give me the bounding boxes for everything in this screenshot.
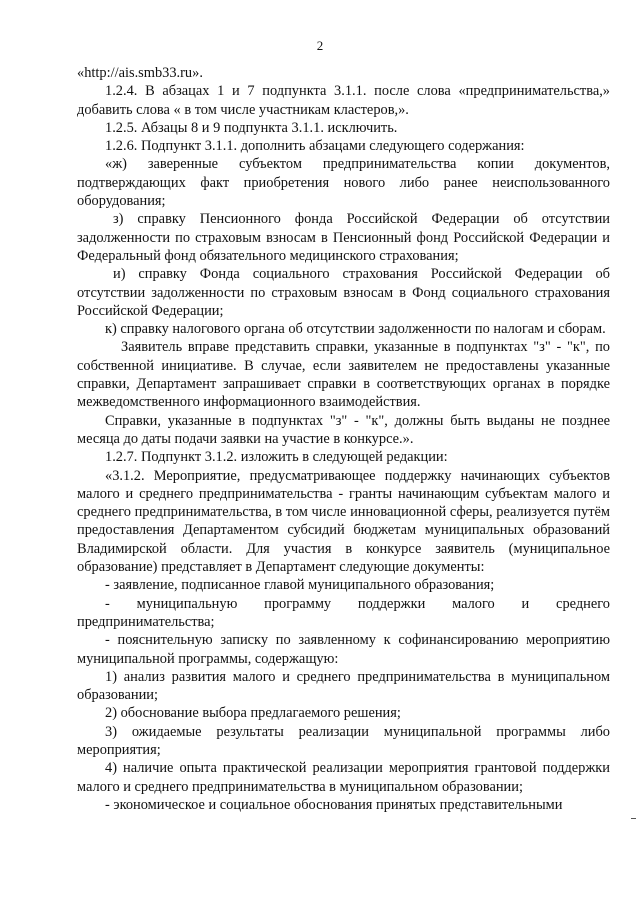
- document-body: [77, 64, 610, 814]
- list-item-justification: 2) обоснование выбора предлагаемого решения;: [105, 705, 401, 722]
- paragraph-item-k: к) справку налогового органа об отсутствии задолженности по налогам и сборам.: [105, 321, 606, 338]
- paragraph-item-i: и) справку Фонда социального страхования Российской Федерации об отсутствии задолженности по страховым взносам в Фонд социального страхования Российской Федерации;: [77, 266, 610, 319]
- scan-artifact: [631, 818, 636, 819]
- paragraph-url: «http://ais.smb33.ru».: [77, 65, 203, 81]
- paragraph-1-2-4: 1.2.4. В абзацах 1 и 7 подпункта 3.1.1. после слова «предпринимательства,» добавить слова « в том числе участникам кластеров,».: [77, 83, 610, 118]
- paragraph-item-zh: «ж) заверенные субъектом предпринимательства копии документов, подтверждающих факт приобретения нового либо ранее неиспользованного оборудования;: [77, 156, 610, 210]
- list-item-municipal-program: - муниципальную программу поддержки малого и среднего предпринимательства;: [77, 595, 610, 630]
- list-item-experience: 4) наличие опыта практической реализации мероприятия грантовой поддержки малого и среднего предпринимательства в муниципальном образовании;: [77, 760, 610, 795]
- paragraph-1-2-6: 1.2.6. Подпункт 3.1.1. дополнить абзацами следующего содержания:: [105, 138, 525, 155]
- paragraph-certificates-deadline: Справки, указанные в подпунктах "з" - "к", должны быть выданы не позднее месяца до даты подачи заявки на участие в конкурсе.».: [77, 412, 610, 447]
- paragraph-1-2-7: 1.2.7. Подпункт 3.1.2. изложить в следующей редакции:: [105, 449, 448, 466]
- list-item-analysis: 1) анализ развития малого и среднего предпринимательства в муниципальном образовании;: [77, 668, 610, 704]
- list-item-explanatory-note: - пояснительную записку по заявленному к софинансированию мероприятию муниципальной программы, содержащую:: [77, 632, 610, 667]
- list-item-economic-justification: - экономическое и социальное обоснования принятых представительными: [105, 796, 563, 813]
- list-item-expected-results: 3) ожидаемые результаты реализации муниципальной программы либо мероприятия;: [77, 723, 610, 758]
- paragraph-applicant-right: Заявитель вправе представить справки, указанные в подпунктах "з" - "к", по собственной инициативе. В случае, если заявителем не предоставлены указанные справки, Департамент запрашивает справки в соответствующих органах в порядке межведомственного информационного взаимодействия.: [77, 339, 610, 411]
- list-item-application: - заявление, подписанное главой муниципального образования;: [105, 577, 495, 594]
- paragraph-3-1-2: «3.1.2. Мероприятие, предусматривающее поддержку начинающих субъектов малого и среднего предпринимательства - гранты начинающим субъектам малого и среднего предпринимательства, в том числе инновационной сферы, реализуется путём предоставления Департаментом субсидий бюджетам муниципальных образований Владимирской области. Для участия в конкурсе заявитель (муниципальное образование) представляет в Департамент следующие документы:: [77, 467, 610, 576]
- paragraph-1-2-5: 1.2.5. Абзацы 8 и 9 подпункта 3.1.1. исключить.: [105, 119, 398, 136]
- paragraph-item-z: з) справку Пенсионного фонда Российской Федерации об отсутствии задолженности по страховым взносам в Пенсионный фонд Российской Федерации и Федеральный фонд обязательного медицинского страхования;: [77, 211, 610, 264]
- page-number: 2: [316, 38, 324, 53]
